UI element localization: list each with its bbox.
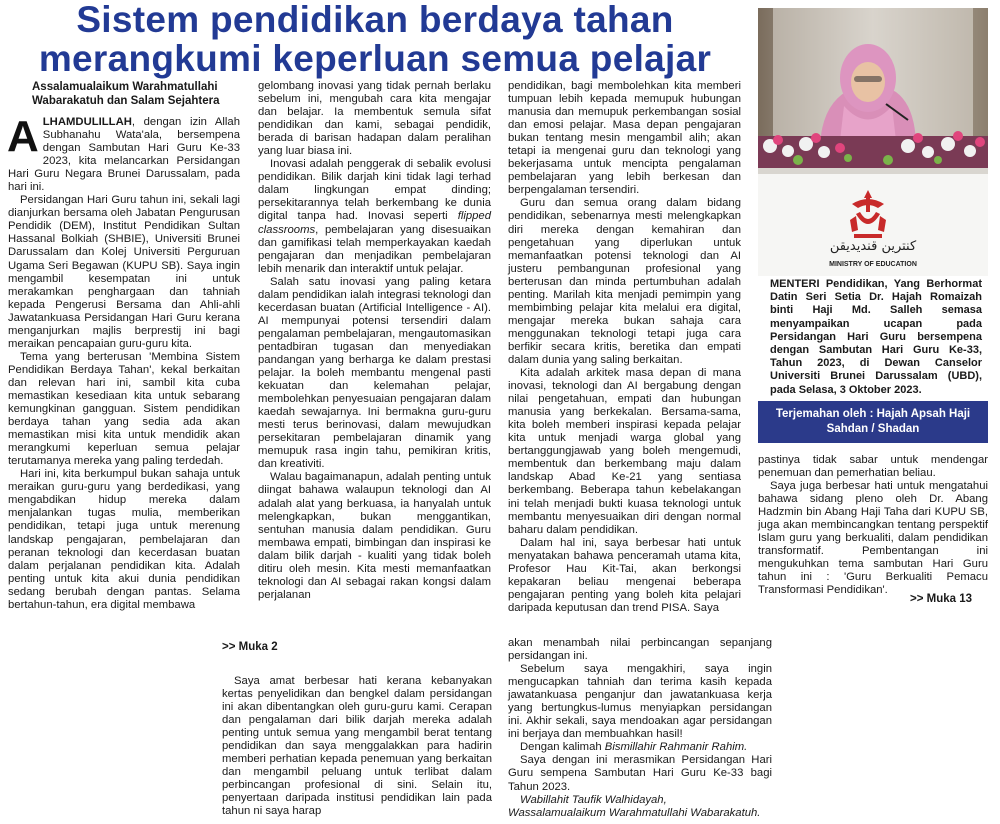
headline-line-1: Sistem pendidikan berdaya tahan (76, 0, 674, 40)
paragraph: Saya amat berbesar hati kerana kebanyakan kertas penyelidikan dan bengkel dalam persidangan ini akan dibentangkan oleh guru-guru kami. Cerapan dan pengalaman dari bilik darjah mereka adalah penting untuk semua yang mengambil berat tentang pendidikan dan saya menggalakkan para hadirin memberi perhatian kepada penemuan yang berkaitan dan mengambil peluang untuk terlibat dalam perbincangan profesional di sini. Selain itu, penyertaan daripada institusi pendidikan lain pada tahun ni saya harap (222, 675, 492, 818)
paragraph: Persidangan Hari Guru tahun ini, sekali lagi dianjurkan bersama oleh Jabatan Pengurusan Pendidik (DEM), Institut Pendidikan Sultan Hassanal Bolkiah (SHBIE), Universiti Brunei Darussalam dan Kolej Universiti Perguruan Ugama Seri Begawan (KUPU SB). Saya ingin mengambil kesempatan ini untuk merakamkan penghargaan dan tahniah kepada Pengerusi Bersama dan Ahli-ahli Jawatankuasa Persidangan Hari Guru kerana menganjurkan majlis berprestij ini bagi meraikan pencapaian guru-guru kita. (8, 194, 240, 350)
continuation-column-2 (508, 637, 772, 820)
paragraph: Tema yang berterusan 'Membina Sistem Pendidikan Berdaya Tahan', kekal berkaitan dan relevan hari ini, sambil kita cuba memastikan kesediaan kita untuk sebarang kemungkinan gangguan. Sistem pendidikan berdaya tahan yang sedia ada akan memastikan misi kita untuk mendidik akan merangkumi keperluan semua pelajar terutamanya mereka yang paling terdedah. (8, 350, 240, 468)
paragraph: Sebelum saya mengakhiri, saya ingin mengucapkan tahniah dan terima kasih kepada jawatankuasa penganjur dan jawatankuasa kerja yang bertungkus-lumus menyiapkan persidangan ini. Akhir sekali, saya mendoakan agar persidangan ini berjaya dan membuahkan hasil! (508, 663, 772, 741)
article-column-2 (258, 80, 491, 602)
translator-line-1: Terjemahan oleh : Hajah Apsah Haji (775, 408, 971, 420)
paragraph: Hari ini, kita berkumpul bukan sahaja untuk meraikan guru-guru yang berdedikasi, yang mengabdikan hidup mereka dalam menjalankan tugas mulia, memberikan pendidikan, tetapi juga untuk merenung landskap pengajaran, pembelajaran dan peranan teknologi dan kecerdasan buatan dalam perjalanan pendidikan kita. Adalah penting untuk kita akui dunia pendidikan sedang berubah dengan pantas. Selama bertahun-tahun, era digital membawa (8, 468, 240, 611)
continued-from-page-2[interactable]: >> Muka 2 (222, 641, 278, 653)
paragraph: pastinya tidak sabar untuk mendengar penemuan dan pemerhatian beliau. (758, 454, 988, 480)
podium-jawi-text: كنترين قنديديقن (829, 239, 917, 254)
headline (0, 0, 750, 78)
translator-credit (758, 401, 988, 443)
paragraph: Salah satu inovasi yang paling ketara dalam pendidikan ialah integrasi teknologi dan kecerdasan buatan (Artificial Intelligence - AI). AI mempunyai potensi tersendiri dalam pengalaman pembelajaran, mengautomasikan pentadbiran tugasan dan menyediakan pandangan yang berharga ke dalam prestasi pelajar. Ia boleh membantu mengenal pasti kekuatan dan kelemahan pelajar, membolehkan penyesuaian pengajaran dalam kaedah sewajarnya. Ini bermakna guru-guru mesti terus berinovasi, dalam mewujudkan persekitaran pembelajaran dinamik yang memupuk rasa ingin tahu, pemikiran kritis, dan kreativiti. (258, 275, 491, 471)
paragraph: Saya juga berbesar hati untuk mengatahui bahawa sidang pleno oleh Dr. Abang Hadzmin bin Abang Haji Taha dari KUPU SB, juga akan membincangkan tentang perspektif Islam guru yang berkualiti, dalam pendidikan transformatif. Pembentangan ini mengukuhkan tema sambutan Hari Guru tahun ini : 'Guru Berkualiti Pemacu Transformasi Pendidikan'. (758, 480, 988, 597)
paragraph (508, 741, 772, 754)
paragraph: gelombang inovasi yang tidak pernah berlaku sebelum ini, mengubah cara kita mengajar dan belajar. Ia membentuk semula sifat pendidikan dan kami, sebagai pendidik, berada di barisan hadapan dalam peralihan yang luar biasa ini. (258, 80, 491, 158)
paragraph: Walau bagaimanapun, adalah penting untuk diingat bahawa walaupun teknologi dan AI adalah alat yang berkuasa, ia hanyalah untuk melengkapkan, bukan menggantikan, sentuhan manusia dalam pendidikan. Guru membawa empati, bimbingan dan inspirasi ke dalam bilik darjah - kualiti yang tidak boleh ditiru oleh mesin. Kita mesti memanfaatkan teknologi dan AI sebagai rakan kongsi dalam perjalanan (258, 471, 491, 601)
paragraph-text: Inovasi adalah penggerak di sebalik evolusi pendidikan. Bilik darjah kini tidak lagi terhad dalam lingkungan empat dinding; persekitarannya telah berkembang ke dunia digital tanpa had. Inovasi seperti (258, 158, 491, 223)
opening-paragraph (7, 112, 240, 194)
paragraph: Kita adalah arkitek masa depan di mana inovasi, teknologi dan AI bergabung dengan nilai pengetahuan, empati dan hubungan manusia yang berkekalan. Bersama-sama, kita boleh memberi inspirasi kepada pelajar kita untuk menjadi warga global yang bertanggungjawab yang boleh mengemudi, membentuk dan berkembang maju dalam landskap Abad Ke-21 yang sentiasa berkembang. Beberapa tahun kebelakangan ini telah menjadi bukti kuasa teknologi untuk membantu menyesuaikan diri dengan normal baharu dalam pendidikan. (508, 367, 741, 536)
paragraph-text: Dengan kalimah (520, 741, 605, 754)
emphasis-text: Bismillahir Rahmanir Rahim. (604, 741, 748, 754)
paragraph-text: , pembelajaran yang disesuaikan dan gamifikasi telah memperkayakan kaedah pengajaran dan menjadikan pembelajaran lebih menarik dan interaktif untuk pelajar. (258, 223, 491, 275)
continuation-column-1 (222, 675, 492, 819)
photo-caption: MENTERI Pendidikan, Yang Berhormat Datin Seri Setia Dr. Hajah Romaizah binti Haji Md. Salleh semasa menyampaikan ucapan pada Persidangan Hari Guru bersempena dengan Sambutan Hari Guru Ke-33, Tahun 2023, di Dewan Canselor Universiti Brunei Darussalam (UBD), pada Selasa, 3 Oktober 2023. (770, 278, 982, 396)
emphasis-text: flipped classrooms (258, 210, 491, 236)
paragraph: akan menambah nilai perbincangan sepanjang persidangan ini. (508, 637, 772, 663)
drop-cap: A (7, 112, 39, 161)
podium-label: MINISTRY OF EDUCATION (829, 261, 917, 268)
headline-line-2: merangkumi keperluan semua pelajar (38, 38, 712, 79)
paragraph: Saya dengan ini merasmikan Persidangan Hari Guru sempena Sambutan Hari Guru Ke-33 bagi Tahun 2023. (508, 754, 772, 793)
paragraph (258, 158, 491, 275)
paragraph: Dalam hal ini, saya berbesar hati untuk menyatakan bahawa penceramah utama kita, Profesor Hau Kit-Tai, akan berkongsi kepakaran beliau mengenai beberapa pengajaran penting yang boleh kita pelajari daripada keputusan dan trend PISA. Saya (508, 536, 741, 614)
emphasis-text: Wabillahit Taufik Walhidayah, (520, 793, 667, 806)
greeting: Assalamualaikum Warahmatullahi Wabarakatuh dan Salam Sejahtera (32, 81, 220, 107)
translator-line-2: Sahdan / Shadan (826, 423, 920, 435)
lead-word: LHAMDULILLAH (42, 116, 132, 128)
closing-line-1 (508, 794, 772, 807)
emphasis-text: Wassalamualaikum Warahmatullahi Wabarakatuh. (508, 806, 761, 819)
minister-photo (758, 8, 988, 276)
paragraph: pendidikan, bagi membolehkan kita memberi tumpuan lebih kepada memupuk hubungan manusia dan memupuk perkembangan sosial dan emosi pelajar. Masa depan pengajaran bukan tentang mesin mengambil alih; akan tetapi ia mengenai guru dan teknologi yang bekerjasama untuk mencipta pengalaman pembelajaran yang lebih berkesan dan berpengalaman tersendiri. (508, 80, 741, 197)
opening-text: , dengan izin Allah Subhanahu Wata'ala, bersempena dengan Sambutan Hari Guru Ke-33 2023, kita melancarkan Persidangan Hari Guru Negara Brunei Darussalam, pada hari ini. (8, 116, 240, 194)
closing-line-2 (508, 807, 772, 820)
article-column-3 (508, 80, 741, 615)
continued-to-page-13[interactable]: >> Muka 13 (910, 593, 973, 605)
article-column-1 (7, 112, 240, 612)
article-column-4 (758, 454, 988, 598)
paragraph: Guru dan semua orang dalam bidang pendidikan, sebenarnya mesti melengkapkan diri mereka dengan kemahiran dan pengetahuan yang diperlukan untuk memanfaatkan potensi teknologi dan AI justeru pembangunan profesional yang berterusan dan minda pertumbuhan adalah penting. Marilah kita menjadi pemimpin yang membimbing pelajar kita melalui era digital, mengajar mereka bukan sahaja cara menggunakan teknologi tetapi juga cara berfikir secara kritis, beretika dan empati dalam dunia yang saling berkaitan. (508, 197, 741, 366)
